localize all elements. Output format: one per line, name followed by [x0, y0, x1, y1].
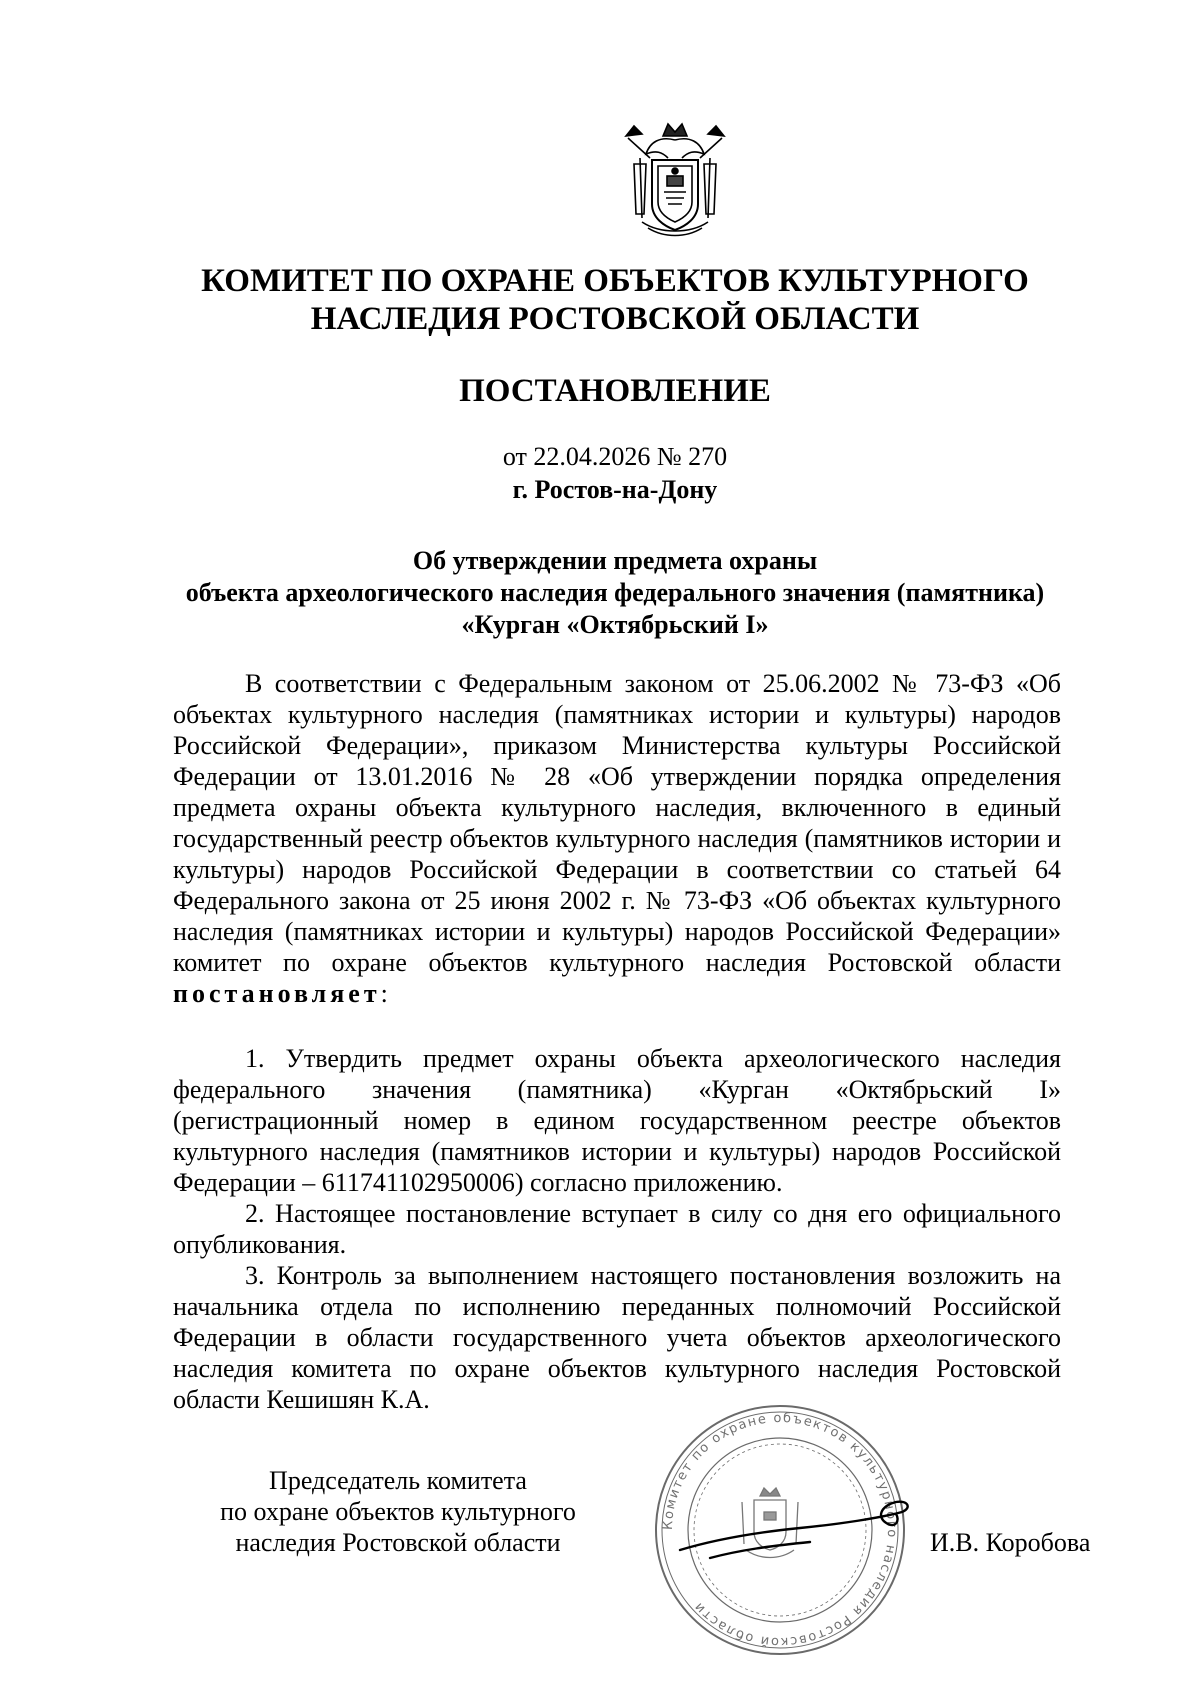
subject-line1: Об утверждении предмета охраны [412, 546, 818, 575]
organization-name-line2: НАСЛЕДИЯ РОСТОВСКОЙ ОБЛАСТИ [310, 301, 920, 337]
subject-line2: объекта археологического наследия федерального значения (памятника) [185, 578, 1045, 607]
signer-title [178, 1465, 618, 1558]
document-city: г. Ростов-на-Дону [512, 475, 718, 504]
decree-word: постановляет [173, 979, 381, 1008]
preamble-paragraph [173, 668, 1061, 1009]
document-type: ПОСТАНОВЛЕНИЕ [459, 373, 771, 409]
seal-text: Комитет по охране объектов культурного наследия Ростовской области [660, 1410, 900, 1650]
organization-name-line1: КОМИТЕТ ПО ОХРАНЕ ОБЪЕКТОВ КУЛЬТУРНОГО [201, 263, 1029, 299]
decree-colon: : [380, 979, 388, 1008]
list-item: 1. Утвердить предмет охраны объекта археологического наследия федерального значения (памятника) «Курган «Октябрьский I» (регистрационный номер в едином государственном реестре объектов культурного наследия (памятников истории и культуры) народов Российской Федерации – 611741102950006) согласно приложению. [173, 1044, 1061, 1197]
list-item: 3. Контроль за выполнением настоящего постановления возложить на начальника отдела по исполнению переданных полномочий Российской Федерации в области государственного учета объектов археологического наследия комитета по охране объектов культурного наследия Ростовской области Кешишян К.А. [173, 1261, 1061, 1414]
subject-line3: «Курган «Октябрьский I» [461, 610, 769, 639]
preamble-text: В соответствии с Федеральным законом от 25.06.2002 № 73-ФЗ «Об объектах культурного наследия (памятниках истории и культуры) народов Российской Федерации», приказом Министерства культуры Российской Федерации от 13.01.2016 № 28 «Об утверждении порядка определения предмета охраны объекта культурного наследия, включенного в единый государственный реестр объектов культурного наследия (памятников истории и культуры) народов Российской Федерации в соответствии со статьей 64 Федерального закона от 25 июня 2002 г. № 73-ФЗ «Об объектах культурного наследия (памятниках истории и культуры) народов Российской Федерации» комитет по охране объектов культурного наследия Ростовской области [173, 669, 1061, 977]
document-subject [150, 545, 1080, 641]
official-seal-stamp [650, 1400, 910, 1660]
handwritten-signature-icon [680, 1502, 908, 1558]
coat-of-arms-icon [620, 118, 730, 240]
document-date-number: от 22.04.2026 № 270 [502, 442, 728, 471]
signer-title-line2: по охране объектов культурного [220, 1497, 576, 1526]
document-body [173, 668, 1061, 1415]
signer-name: И.В. Коробова [930, 1528, 1091, 1557]
signer-title-line3: наследия Ростовской области [235, 1528, 561, 1557]
list-item: 2. Настоящее постановление вступает в силу со дня его официального опубликования. [173, 1199, 1061, 1259]
organization-name [150, 262, 1080, 338]
signer-title-line1: Председатель комитета [269, 1466, 527, 1495]
